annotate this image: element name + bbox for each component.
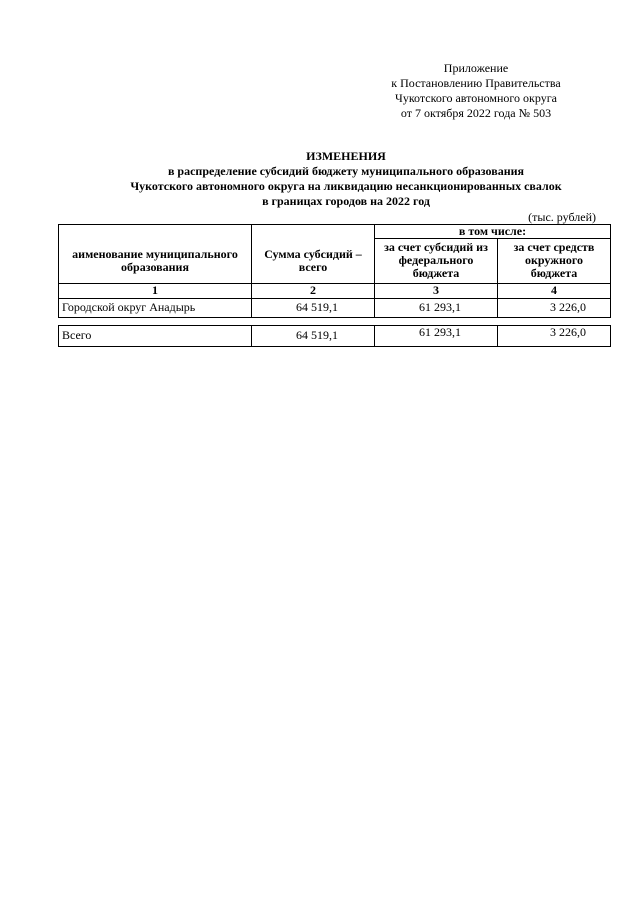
column-number-2: 2 <box>252 283 375 298</box>
appendix-date: от 7 октября 2022 года № 503 <box>400 106 552 120</box>
document-title <box>40 149 640 209</box>
table-number-row <box>59 283 611 298</box>
column-number-1: 1 <box>59 283 252 298</box>
header-regional: за счет средств окружного бюджета <box>498 239 611 284</box>
table-header-row-2 <box>59 239 611 284</box>
header-name: аименование муниципального образования <box>59 239 252 284</box>
appendix-resolution: к Постановлению Правительства <box>391 76 561 90</box>
total-name: Всего <box>59 325 252 346</box>
appendix-label: Приложение <box>443 61 509 75</box>
units-label: (тыс. рублей) <box>528 210 596 224</box>
column-number-4: 4 <box>498 283 611 298</box>
row-regional: 3 226,0 <box>498 298 611 317</box>
total-federal: 61 293,1 <box>375 325 498 346</box>
column-number-3: 3 <box>375 283 498 298</box>
table-header-row-1 <box>59 225 611 239</box>
header-group: в том числе: <box>375 225 611 239</box>
row-total: 64 519,1 <box>252 298 375 317</box>
table-row <box>59 298 611 317</box>
subsidy-table <box>58 224 611 347</box>
total-sum: 64 519,1 <box>252 325 375 346</box>
row-name: Городской округ Анадырь <box>59 298 252 317</box>
header-federal: за счет субсидий из федерального бюджета <box>375 239 498 284</box>
row-federal: 61 293,1 <box>375 298 498 317</box>
appendix-block <box>340 61 612 121</box>
appendix-region: Чукотского автономного округа <box>395 91 557 105</box>
title-line-2: Чукотского автономного округа на ликвидацию несанкционированных свалок <box>130 179 562 193</box>
total-regional: 3 226,0 <box>498 325 611 346</box>
title-heading: ИЗМЕНЕНИЯ <box>306 149 386 163</box>
header-total: Сумма субсидий – всего <box>252 239 375 284</box>
title-line-1: в распределение субсидий бюджету муниципального образования <box>167 164 525 178</box>
title-line-3: в границах городов на 2022 год <box>262 194 430 208</box>
table-total-row <box>59 325 611 346</box>
